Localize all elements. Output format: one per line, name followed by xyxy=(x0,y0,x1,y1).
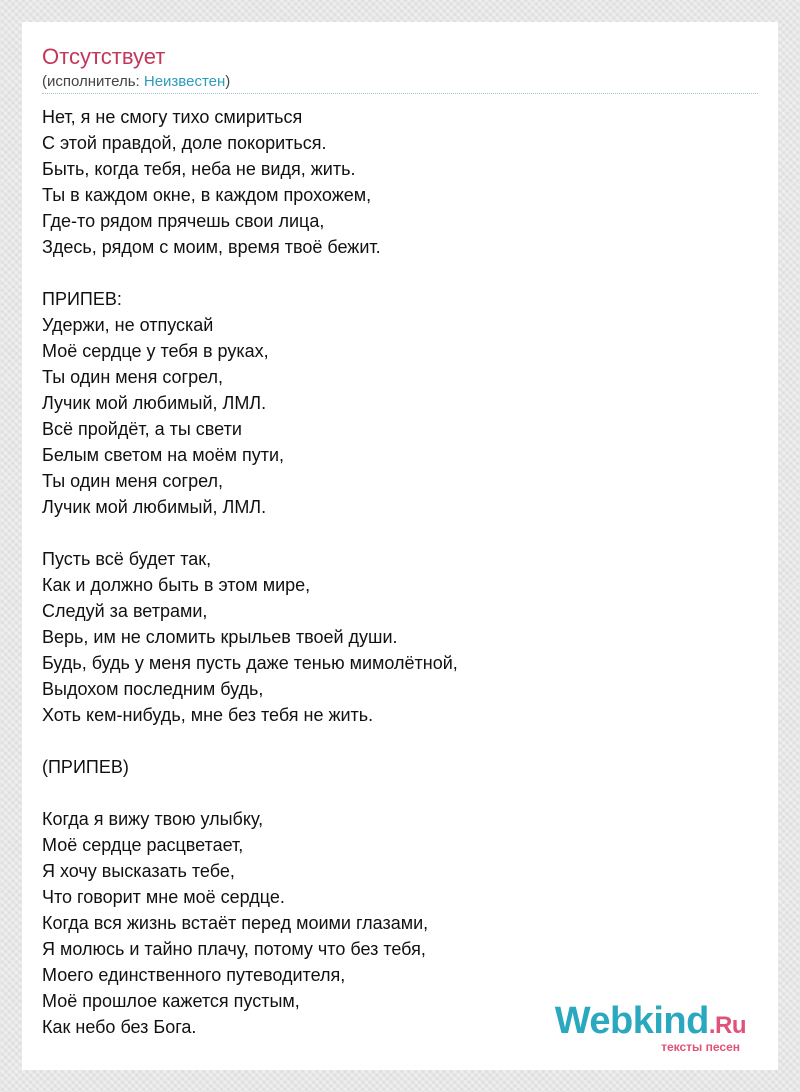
lyrics-blank-line xyxy=(42,780,758,806)
lyrics-line: Верь, им не сломить крыльев твоей души. xyxy=(42,627,398,647)
lyrics-line: Удержи, не отпускай xyxy=(42,315,214,335)
artist-prefix: (исполнитель: xyxy=(42,73,144,90)
lyrics-line: Выдохом последним будь, xyxy=(42,679,264,699)
lyrics-line: Ты в каждом окне, в каждом прохожем, xyxy=(42,185,372,205)
lyrics-card xyxy=(22,22,778,1070)
lyrics-line: Быть, когда тебя, неба не видя, жить. xyxy=(42,159,356,179)
logo-main-text: Webkind xyxy=(554,1000,709,1042)
lyrics-line: Когда я вижу твою улыбку, xyxy=(42,809,264,829)
song-title: Отсутствует xyxy=(42,44,166,69)
artist-link[interactable]: Неизвестен xyxy=(143,73,226,90)
lyrics-line: Как небо без Бога. xyxy=(42,1017,197,1037)
lyrics-line: Как и должно быть в этом мире, xyxy=(42,575,311,595)
lyrics-line: Всё пройдёт, а ты свети xyxy=(42,419,242,439)
lyrics-line: Когда вся жизнь встаёт перед моими глазами, xyxy=(42,913,429,933)
lyrics-line: Моё прошлое кажется пустым, xyxy=(42,991,300,1011)
lyrics-blank-line xyxy=(42,260,758,286)
lyrics-line: Ты один меня согрел, xyxy=(42,367,224,387)
lyrics-line: Моё сердце расцветает, xyxy=(42,835,244,855)
lyrics-line: Лучик мой любимый, ЛМЛ. xyxy=(42,393,267,413)
lyrics-line: Пусть всё будет так, xyxy=(42,549,212,569)
dotted-separator xyxy=(42,93,758,94)
lyrics-line: Будь, будь у меня пусть даже тенью мимолётной, xyxy=(42,653,458,673)
lyrics-line: С этой правдой, доле покориться. xyxy=(42,133,327,153)
lyrics-line: Моё сердце у тебя в руках, xyxy=(42,341,269,361)
lyrics-line: Хоть кем-нибудь, мне без тебя не жить. xyxy=(42,705,374,725)
logo-domain: .Ru xyxy=(708,1012,746,1039)
lyrics-line: Нет, я не смогу тихо смириться xyxy=(42,107,303,127)
lyrics-text xyxy=(42,104,758,1040)
artist-suffix: ) xyxy=(225,73,231,90)
lyrics-blank-line xyxy=(42,728,758,754)
lyrics-blank-line xyxy=(42,520,758,546)
lyrics-line: Я молюсь и тайно плачу, потому что без тебя, xyxy=(42,939,426,959)
webkind-logo[interactable] xyxy=(555,1001,746,1054)
lyrics-line: ПРИПЕВ: xyxy=(42,289,122,309)
lyrics-line: Здесь, рядом с моим, время твоё бежит. xyxy=(42,237,381,257)
lyrics-line: Лучик мой любимый, ЛМЛ. xyxy=(42,497,267,517)
lyrics-line: Ты один меня согрел, xyxy=(42,471,224,491)
lyrics-line: Что говорит мне моё сердце. xyxy=(42,887,285,907)
lyrics-line: Моего единственного путеводителя, xyxy=(42,965,346,985)
lyrics-line: Следуй за ветрами, xyxy=(42,601,208,621)
artist-line xyxy=(42,72,230,92)
lyrics-line: Белым светом на моём пути, xyxy=(42,445,285,465)
lyrics-line: Я хочу высказать тебе, xyxy=(42,861,235,881)
logo-tagline: тексты песен xyxy=(661,1040,740,1054)
lyrics-line: (ПРИПЕВ) xyxy=(42,757,129,777)
lyrics-line: Где-то рядом прячешь свои лица, xyxy=(42,211,325,231)
